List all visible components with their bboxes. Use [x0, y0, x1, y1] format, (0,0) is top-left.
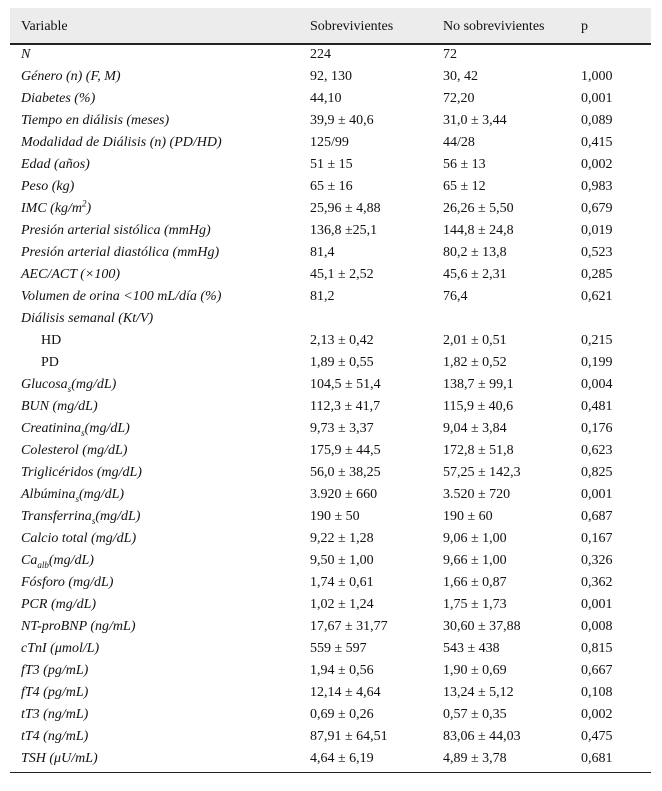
- cell-variable: [21, 420, 130, 437]
- cell-survivors: 39,9 ± 40,6: [310, 113, 374, 128]
- cell-variable: [21, 464, 142, 481]
- cell-survivors: 56,0 ± 38,25: [310, 465, 381, 480]
- table-row: [10, 44, 651, 66]
- cell-p-value: 0,001: [581, 487, 613, 502]
- cell-survivors: 175,9 ± 44,5: [310, 443, 381, 458]
- cell-non-survivors: 1,82 ± 0,52: [443, 355, 507, 370]
- cell-survivors: 559 ± 597: [310, 641, 367, 656]
- variable-subscript: s: [91, 515, 96, 526]
- cell-p-value: 0,362: [581, 575, 613, 590]
- variable-text: N: [21, 47, 31, 62]
- cell-variable: [21, 222, 211, 239]
- cell-variable: [21, 486, 124, 503]
- cell-non-survivors: 13,24 ± 5,12: [443, 685, 514, 700]
- cell-survivors: 65 ± 16: [310, 179, 353, 194]
- cell-survivors: 45,1 ± 2,52: [310, 267, 374, 282]
- variable-unit: (mg/dL): [48, 553, 94, 568]
- cell-p-value: 0,687: [581, 509, 613, 524]
- cell-variable: [21, 508, 140, 525]
- table-row: [10, 572, 651, 594]
- cell-non-survivors: 3.520 ± 720: [443, 487, 511, 502]
- cell-survivors: 44,10: [310, 91, 342, 106]
- cell-p-value: 0,681: [581, 751, 613, 766]
- cell-non-survivors: 31,0 ± 3,44: [443, 113, 507, 128]
- cell-survivors: 87,91 ± 64,51: [310, 729, 388, 744]
- cell-variable: [21, 68, 121, 85]
- cell-variable: [21, 618, 135, 635]
- cell-p-value: 1,000: [581, 69, 613, 84]
- variable-text: Modalidad de Diálisis (n) (PD/HD): [21, 135, 222, 150]
- table-row: [10, 440, 651, 462]
- variable-text: Presión arterial sistólica (mmHg): [21, 223, 211, 238]
- cell-p-value: 0,001: [581, 597, 613, 612]
- table-row: [10, 506, 651, 528]
- variable-unit: (mg/dL): [78, 487, 125, 502]
- variable-text: fT4 (pg/mL): [21, 685, 89, 700]
- cell-survivors: 4,64 ± 6,19: [310, 751, 374, 766]
- cell-p-value: 0,215: [581, 333, 613, 348]
- variable-text: Diálisis semanal (Kt/V): [21, 311, 154, 326]
- cell-survivors: 81,2: [310, 289, 335, 304]
- cell-variable: [21, 376, 116, 393]
- variable-text: Tiempo en diálisis (meses): [21, 113, 170, 128]
- table-row: [10, 594, 651, 616]
- cell-p-value: 0,008: [581, 619, 613, 634]
- table-row: [10, 154, 651, 176]
- variable-text: Peso (kg): [21, 179, 75, 194]
- cell-p-value: 0,326: [581, 553, 613, 568]
- cell-non-survivors: 4,89 ± 3,78: [443, 751, 507, 766]
- table-row: [10, 748, 651, 770]
- cell-p-value: 0,002: [581, 157, 613, 172]
- table-row: [10, 638, 651, 660]
- table-row: [10, 462, 651, 484]
- cell-survivors: 190 ± 50: [310, 509, 360, 524]
- cell-variable: [21, 398, 98, 415]
- cell-survivors: 104,5 ± 51,4: [310, 377, 381, 392]
- cell-non-survivors: 26,26 ± 5,50: [443, 201, 514, 216]
- table-bottom-rule: [10, 772, 651, 773]
- cell-non-survivors: 80,2 ± 13,8: [443, 245, 507, 260]
- cell-p-value: 0,475: [581, 729, 613, 744]
- cell-survivors: 92, 130: [310, 69, 352, 84]
- cell-variable: [41, 332, 61, 349]
- cell-p-value: 0,623: [581, 443, 613, 458]
- cell-variable: [21, 112, 169, 129]
- cell-p-value: 0,415: [581, 135, 613, 150]
- cell-non-survivors: 9,66 ± 1,00: [443, 553, 507, 568]
- cell-survivors: 112,3 ± 41,7: [310, 399, 381, 414]
- cell-non-survivors: 56 ± 13: [443, 157, 486, 172]
- cell-variable: [21, 266, 120, 283]
- table-row: [10, 352, 651, 374]
- cell-p-value: 0,004: [581, 377, 613, 392]
- table-row: [10, 484, 651, 506]
- cell-p-value: 0,167: [581, 531, 613, 546]
- cell-non-survivors: 30,60 ± 37,88: [443, 619, 521, 634]
- table-row: [10, 418, 651, 440]
- cell-p-value: 0,089: [581, 113, 613, 128]
- variable-text: HD: [41, 333, 62, 348]
- header-survivors: Sobrevivientes: [310, 19, 394, 34]
- cell-survivors: 1,89 ± 0,55: [310, 355, 374, 370]
- variable-text: Calcio total (mg/dL): [21, 531, 137, 546]
- variable-text: tT3 (ng/mL): [21, 707, 89, 722]
- variable-text: Ca: [21, 553, 38, 568]
- table-row: [10, 330, 651, 352]
- cell-variable: [21, 178, 74, 195]
- cell-non-survivors: 9,04 ± 3,84: [443, 421, 507, 436]
- cell-survivors: 136,8 ±25,1: [310, 223, 378, 238]
- table-row: [10, 286, 651, 308]
- variable-text: Género (n) (F, M): [21, 69, 121, 84]
- header-non-survivors: No sobrevivientes: [443, 19, 545, 34]
- header-p: p: [581, 19, 588, 34]
- variable-text: PCR (mg/dL): [21, 597, 97, 612]
- table-row: [10, 88, 651, 110]
- cell-non-survivors: 144,8 ± 24,8: [443, 223, 514, 238]
- variable-unit: (mg/dL): [84, 421, 130, 436]
- cell-non-survivors: 83,06 ± 44,03: [443, 729, 521, 744]
- variable-superscript: 2: [82, 198, 87, 209]
- cell-p-value: 0,983: [581, 179, 613, 194]
- cell-p-value: 0,825: [581, 465, 613, 480]
- cell-non-survivors: 65 ± 12: [443, 179, 486, 194]
- cell-survivors: 9,73 ± 3,37: [310, 421, 374, 436]
- cell-p-value: 0,002: [581, 707, 613, 722]
- table-row: [10, 66, 651, 88]
- table-row: [10, 704, 651, 726]
- cell-non-survivors: 57,25 ± 142,3: [443, 465, 521, 480]
- cell-variable: [21, 596, 96, 613]
- cell-non-survivors: 2,01 ± 0,51: [443, 333, 507, 348]
- cell-survivors: 25,96 ± 4,88: [310, 201, 381, 216]
- cell-variable: [21, 684, 88, 701]
- cell-non-survivors: 30, 42: [443, 69, 478, 84]
- cell-non-survivors: 1,90 ± 0,69: [443, 663, 507, 678]
- cell-survivors: 1,94 ± 0,56: [310, 663, 374, 678]
- cell-survivors: 81,4: [310, 245, 335, 260]
- cell-non-survivors: 76,4: [443, 289, 468, 304]
- cell-p-value: 0,481: [581, 399, 613, 414]
- cell-survivors: 51 ± 15: [310, 157, 353, 172]
- cell-variable: [21, 310, 153, 327]
- cell-p-value: 0,001: [581, 91, 613, 106]
- cell-survivors: 2,13 ± 0,42: [310, 333, 374, 348]
- cell-non-survivors: 45,6 ± 2,31: [443, 267, 507, 282]
- variable-text: TSH (μU/mL): [21, 751, 98, 766]
- cell-p-value: 0,199: [581, 355, 613, 370]
- cell-variable: [21, 662, 88, 679]
- cell-variable: [21, 640, 99, 657]
- cell-non-survivors: 172,8 ± 51,8: [443, 443, 514, 458]
- variable-text: Triglicéridos (mg/dL): [21, 465, 142, 480]
- cell-p-value: 0,176: [581, 421, 613, 436]
- cell-survivors: 17,67 ± 31,77: [310, 619, 388, 634]
- variable-subscript: s: [67, 383, 72, 394]
- variable-text: BUN (mg/dL): [21, 399, 98, 414]
- table-row: [10, 682, 651, 704]
- table-row: [10, 550, 651, 572]
- cell-variable: [21, 574, 113, 591]
- table-row: [10, 220, 651, 242]
- cell-p-value: 0,019: [581, 223, 613, 238]
- header-variable: Variable: [21, 19, 68, 34]
- cell-variable: [21, 200, 91, 217]
- variable-text: AEC/ACT (×100): [21, 267, 121, 282]
- cell-non-survivors: 72,20: [443, 91, 475, 106]
- cell-variable: [21, 46, 30, 63]
- variable-text: Edad (años): [21, 157, 90, 172]
- cell-survivors: 1,74 ± 0,61: [310, 575, 374, 590]
- cell-survivors: 9,22 ± 1,28: [310, 531, 374, 546]
- cell-non-survivors: 72: [443, 47, 457, 62]
- table-row: [10, 110, 651, 132]
- cell-survivors: 0,69 ± 0,26: [310, 707, 374, 722]
- cell-survivors: 12,14 ± 4,64: [310, 685, 381, 700]
- variable-text: Colesterol (mg/dL): [21, 443, 128, 458]
- variable-text: tT4 (ng/mL): [21, 729, 89, 744]
- cell-non-survivors: 44/28: [443, 135, 475, 150]
- cell-survivors: 9,50 ± 1,00: [310, 553, 374, 568]
- variable-text: Fósforo (mg/dL): [21, 575, 114, 590]
- cell-variable: [21, 728, 88, 745]
- cell-variable: [21, 134, 222, 151]
- cell-non-survivors: 190 ± 60: [443, 509, 493, 524]
- table-row: [10, 308, 651, 330]
- table-row: [10, 198, 651, 220]
- cell-p-value: 0,108: [581, 685, 613, 700]
- cell-non-survivors: 543 ± 438: [443, 641, 500, 656]
- cell-variable: [21, 750, 98, 767]
- variable-text: cTnI (μmol/L): [21, 641, 100, 656]
- variable-text: Glucosa: [21, 377, 68, 392]
- variable-text: PD: [41, 355, 59, 370]
- variable-text: Creatinina: [21, 421, 82, 436]
- cell-non-survivors: 138,7 ± 99,1: [443, 377, 514, 392]
- variable-unit: ): [86, 201, 92, 216]
- variable-text: Albúmina: [21, 487, 76, 502]
- cell-variable: [21, 442, 127, 459]
- cell-variable: [21, 90, 95, 107]
- cell-non-survivors: 1,66 ± 0,87: [443, 575, 507, 590]
- table-row: [10, 374, 651, 396]
- variable-text: fT3 (pg/mL): [21, 663, 89, 678]
- table-row: [10, 176, 651, 198]
- table-header: [10, 8, 651, 45]
- cell-non-survivors: 0,57 ± 0,35: [443, 707, 507, 722]
- cell-variable: [21, 244, 219, 261]
- cell-variable: [21, 288, 221, 305]
- cell-variable: [21, 530, 136, 547]
- cell-non-survivors: 1,75 ± 1,73: [443, 597, 507, 612]
- table-row: [10, 528, 651, 550]
- table-row: [10, 726, 651, 748]
- variable-unit: (mg/dL): [95, 509, 141, 524]
- variable-unit: (mg/dL): [71, 377, 117, 392]
- cell-p-value: 0,621: [581, 289, 613, 304]
- table-row: [10, 242, 651, 264]
- variable-text: IMC (kg/m: [21, 201, 83, 216]
- cell-p-value: 0,285: [581, 267, 613, 282]
- cell-variable: [41, 354, 59, 371]
- cell-p-value: 0,523: [581, 245, 613, 260]
- cell-survivors: 1,02 ± 1,24: [310, 597, 374, 612]
- cell-variable: [21, 706, 88, 723]
- cell-survivors: 224: [310, 47, 331, 62]
- variable-text: NT-proBNP (ng/mL): [21, 619, 136, 634]
- variable-text: Presión arterial diastólica (mmHg): [21, 245, 220, 260]
- table-row: [10, 660, 651, 682]
- variable-subscript: alb: [37, 559, 49, 570]
- cell-p-value: 0,667: [581, 663, 613, 678]
- variable-text: Transferrina: [21, 509, 92, 524]
- table-row: [10, 264, 651, 286]
- table-row: [10, 132, 651, 154]
- cell-variable: [21, 552, 94, 569]
- cell-non-survivors: 9,06 ± 1,00: [443, 531, 507, 546]
- variable-text: Diabetes (%): [21, 91, 96, 106]
- cell-non-survivors: 115,9 ± 40,6: [443, 399, 514, 414]
- variable-text: Volumen de orina <100 mL/día (%): [21, 289, 222, 304]
- cell-p-value: 0,679: [581, 201, 613, 216]
- cell-survivors: 3.920 ± 660: [310, 487, 378, 502]
- cell-survivors: 125/99: [310, 135, 349, 150]
- cell-variable: [21, 156, 90, 173]
- table-row: [10, 396, 651, 418]
- variable-subscript: s: [81, 427, 85, 438]
- variable-subscript: s: [75, 493, 79, 504]
- table-row: [10, 616, 651, 638]
- cell-p-value: 0,815: [581, 641, 613, 656]
